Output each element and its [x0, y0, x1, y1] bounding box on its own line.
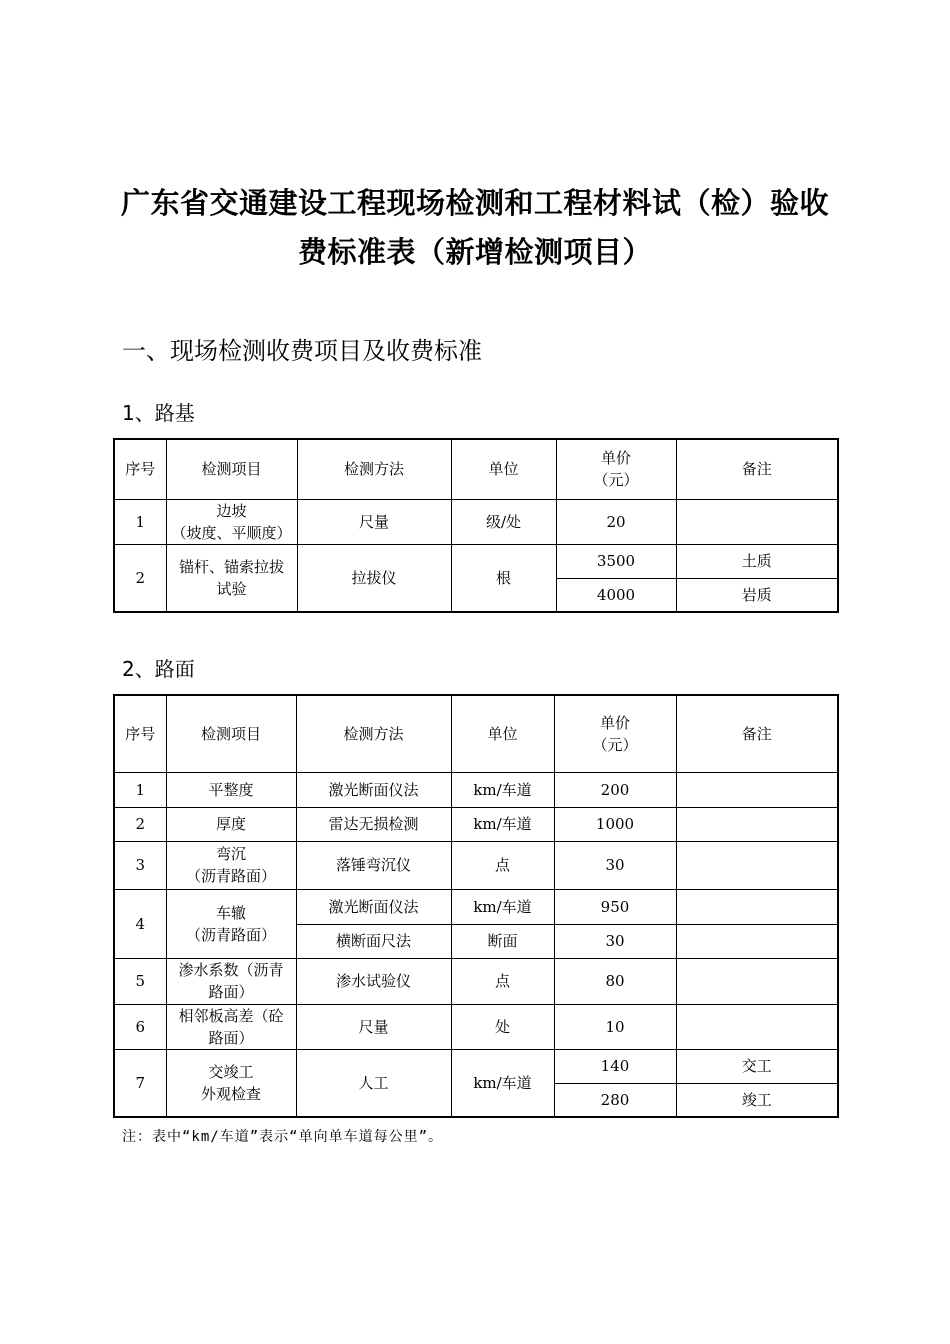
cell-item-line2: （坡度、平顺度） [171, 523, 292, 542]
cell-item [166, 1049, 296, 1117]
cell-no: 2 [114, 807, 166, 841]
cell-no: 4 [114, 889, 166, 958]
table-footnote: 注：表中“km/车道”表示“单向单车道每公里”。 [122, 1129, 443, 1145]
cell-price: 30 [554, 841, 676, 889]
cell-remark: 交工 [676, 1049, 838, 1083]
header-unit: 单位 [451, 695, 554, 772]
cell-item-line2: （沥青路面） [185, 867, 276, 885]
header-price-line2: （元） [593, 471, 639, 490]
header-price-line2: （元） [592, 735, 638, 754]
cell-item [166, 544, 297, 612]
cell-item [166, 499, 297, 544]
cell-method: 激光断面仪法 [296, 889, 451, 924]
cell-item: 平整度 [166, 772, 296, 807]
cell-remark [676, 499, 838, 544]
cell-remark [676, 924, 838, 958]
cell-remark: 竣工 [676, 1083, 838, 1117]
cell-no: 1 [114, 499, 166, 544]
table-row [114, 807, 838, 841]
cell-price: 200 [554, 772, 676, 807]
cell-item-line1: 弯沉 [215, 845, 246, 863]
subsection-subgrade: 1、路基 [122, 401, 195, 425]
cell-method: 拉拔仪 [297, 544, 451, 612]
cell-item-line1: 渗水系数（沥青 [178, 961, 284, 979]
cell-remark [676, 1004, 838, 1049]
cell-method: 落锤弯沉仪 [296, 841, 451, 889]
header-no: 序号 [114, 439, 166, 499]
table-header-row [114, 695, 838, 772]
cell-remark [676, 772, 838, 807]
cell-price: 3500 [556, 544, 676, 578]
cell-item [166, 958, 296, 1004]
section-heading: 一、现场检测收费项目及收费标准 [122, 337, 482, 365]
cell-no: 3 [114, 841, 166, 889]
pavement-fee-table [113, 694, 839, 1118]
cell-method: 激光断面仪法 [296, 772, 451, 807]
cell-price: 20 [556, 499, 676, 544]
cell-unit: 处 [451, 1004, 554, 1049]
cell-price: 140 [554, 1049, 676, 1083]
cell-price: 280 [554, 1083, 676, 1117]
cell-item-line1: 交竣工 [208, 1062, 254, 1081]
cell-unit: 点 [451, 958, 554, 1004]
cell-unit: km/车道 [451, 1049, 554, 1117]
cell-remark [676, 889, 838, 924]
header-price [556, 439, 676, 499]
cell-method: 横断面尺法 [296, 924, 451, 958]
subgrade-fee-table [113, 438, 839, 613]
table-row [114, 544, 838, 578]
cell-price: 10 [554, 1004, 676, 1049]
cell-no: 5 [114, 958, 166, 1004]
header-item: 检测项目 [166, 695, 296, 772]
table-row [114, 841, 838, 889]
header-method: 检测方法 [296, 695, 451, 772]
header-unit: 单位 [451, 439, 556, 499]
cell-item-line1: 边坡 [216, 501, 247, 520]
table-row [114, 1004, 838, 1049]
cell-unit: km/车道 [451, 772, 554, 807]
table-row [114, 889, 838, 924]
table-row [114, 958, 838, 1004]
cell-item [166, 1004, 296, 1049]
cell-price: 950 [554, 889, 676, 924]
cell-item-line2: 路面） [208, 1028, 254, 1047]
cell-unit: 级/处 [451, 499, 556, 544]
cell-method: 尺量 [296, 1004, 451, 1049]
cell-item-line2: 外观检查 [200, 1084, 261, 1103]
header-no: 序号 [114, 695, 166, 772]
cell-item [166, 889, 296, 958]
table-row [114, 1049, 838, 1083]
cell-no: 7 [114, 1049, 166, 1117]
cell-item-line1: 相邻板高差（砼 [178, 1006, 284, 1025]
cell-item [166, 841, 296, 889]
cell-item-line2: 路面） [208, 983, 254, 1001]
cell-method: 雷达无损检测 [296, 807, 451, 841]
cell-unit: 断面 [451, 924, 554, 958]
document-title-line1: 广东省交通建设工程现场检测和工程材料试（检）验收 [120, 186, 829, 220]
table-header-row [114, 439, 838, 499]
header-price-line1: 单价 [599, 713, 630, 732]
header-remark: 备注 [676, 695, 838, 772]
cell-method: 人工 [296, 1049, 451, 1117]
header-item: 检测项目 [166, 439, 297, 499]
document-title-line2: 费标准表（新增检测项目） [297, 235, 652, 269]
cell-item: 厚度 [166, 807, 296, 841]
cell-remark: 岩质 [676, 578, 838, 612]
cell-remark [676, 807, 838, 841]
header-method: 检测方法 [297, 439, 451, 499]
table-row [114, 772, 838, 807]
table-row [114, 499, 838, 544]
header-price [554, 695, 676, 772]
cell-remark: 土质 [676, 544, 838, 578]
cell-no: 1 [114, 772, 166, 807]
cell-unit: km/车道 [451, 807, 554, 841]
cell-remark [676, 958, 838, 1004]
cell-price: 30 [554, 924, 676, 958]
cell-remark [676, 841, 838, 889]
cell-price: 1000 [554, 807, 676, 841]
header-remark: 备注 [676, 439, 838, 499]
cell-unit: km/车道 [451, 889, 554, 924]
cell-no: 6 [114, 1004, 166, 1049]
cell-price: 80 [554, 958, 676, 1004]
cell-method: 尺量 [297, 499, 451, 544]
cell-item-line1: 锚杆、锚索拉拔 [178, 557, 284, 576]
cell-item-line2: （沥青路面） [185, 925, 276, 944]
cell-price: 4000 [556, 578, 676, 612]
subsection-pavement: 2、路面 [122, 657, 195, 681]
cell-item-line2: 试验 [216, 579, 247, 598]
cell-method: 渗水试验仪 [296, 958, 451, 1004]
cell-unit: 根 [451, 544, 556, 612]
cell-item-line1: 车辙 [215, 903, 246, 922]
cell-unit: 点 [451, 841, 554, 889]
header-price-line1: 单价 [600, 449, 631, 468]
cell-no: 2 [114, 544, 166, 612]
